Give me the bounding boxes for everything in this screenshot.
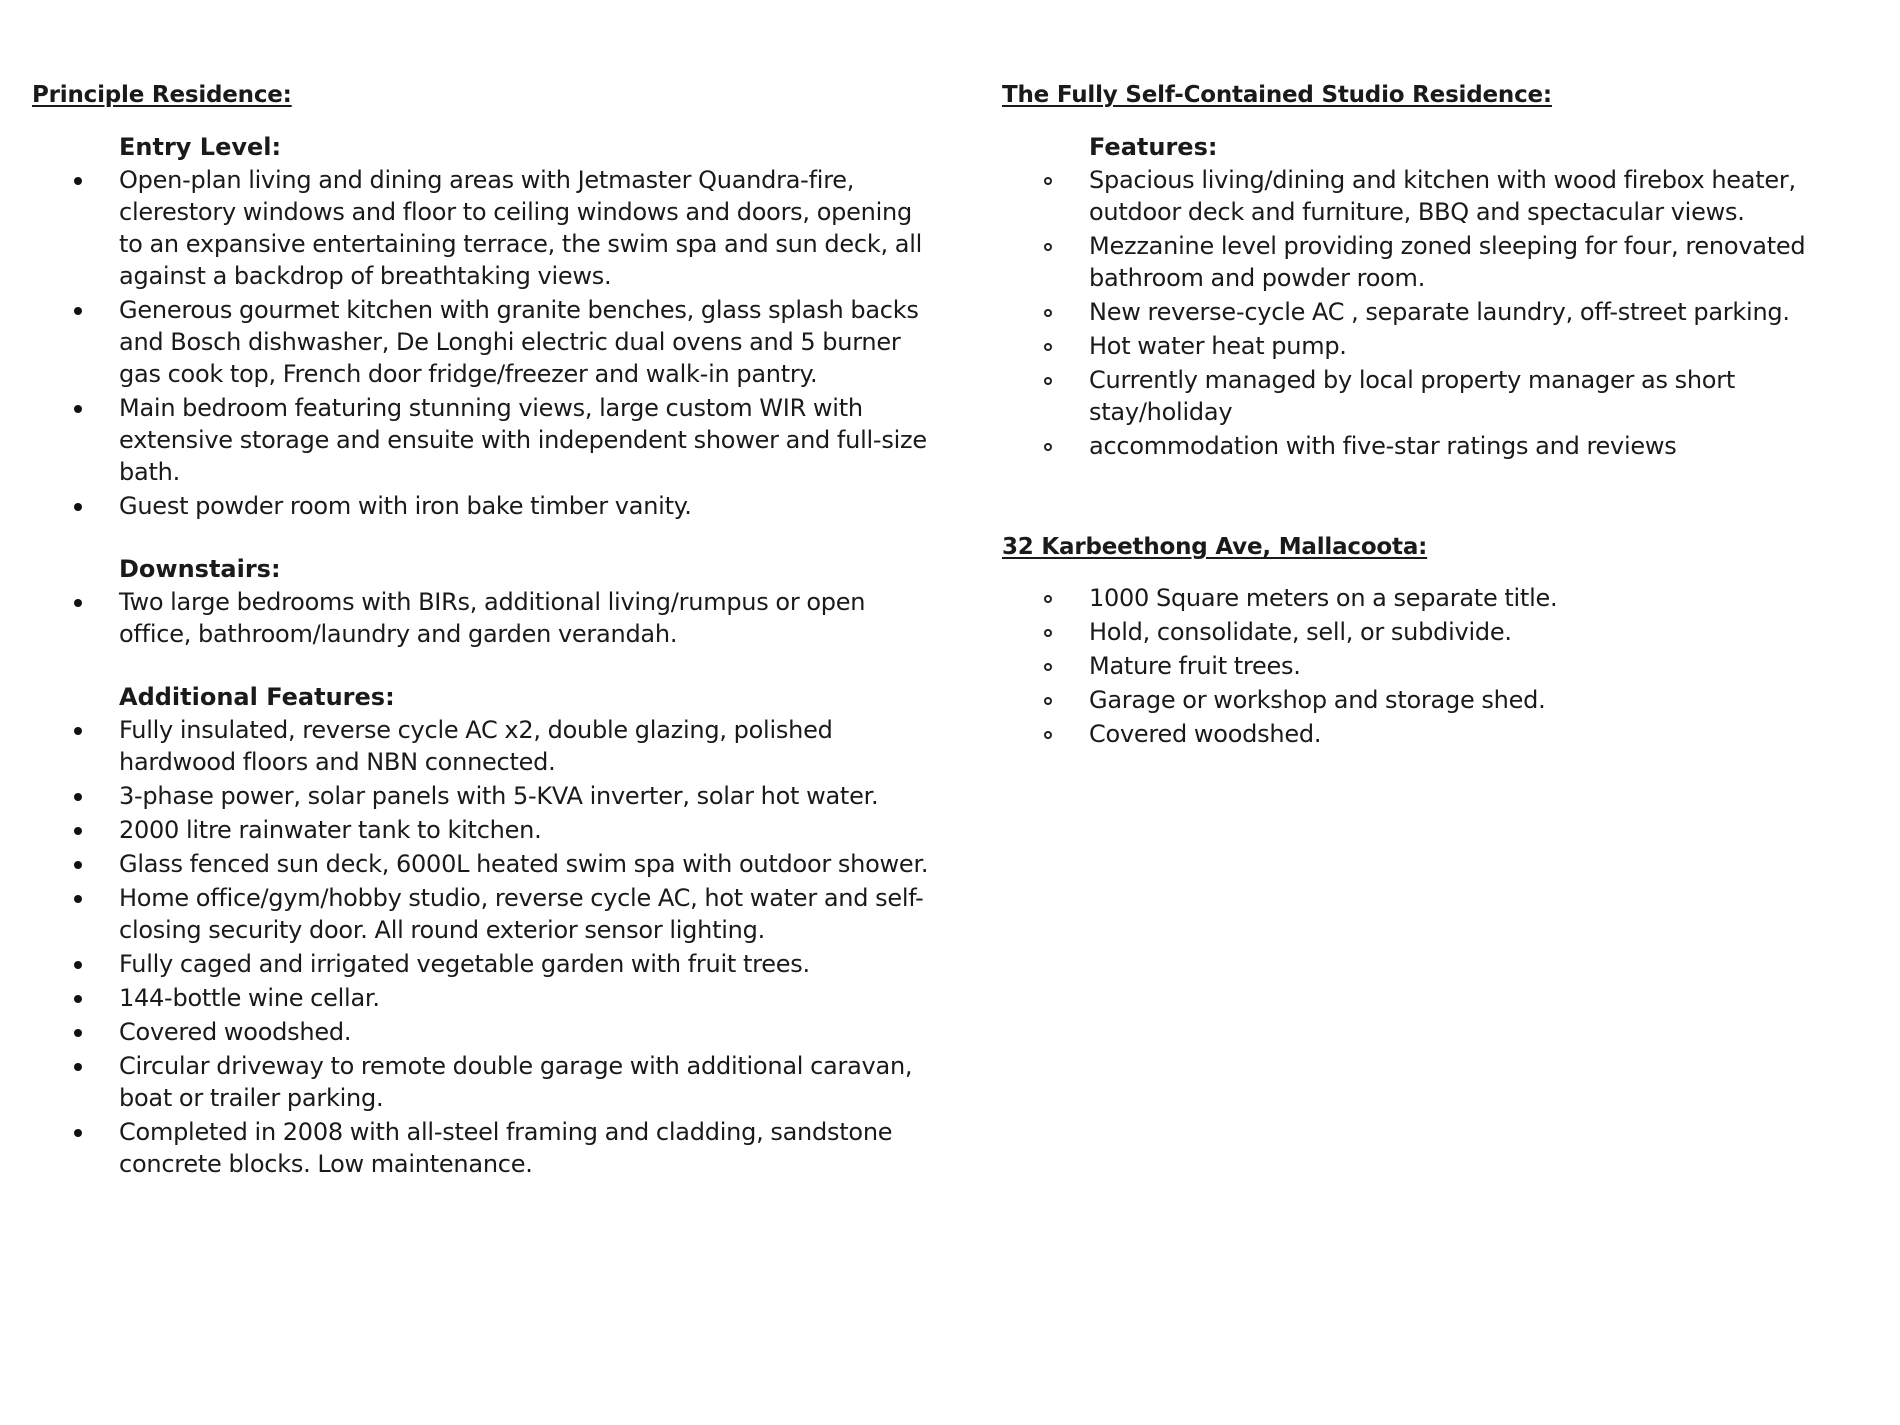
list-item-text: Glass fenced sun deck, 6000L heated swim spa with outdoor shower. bbox=[119, 850, 929, 878]
entry-level-heading: Entry Level: bbox=[119, 133, 282, 161]
bullet-icon bbox=[1044, 309, 1052, 317]
bullet-icon bbox=[74, 861, 82, 869]
list-item-text: Covered woodshed. bbox=[1089, 720, 1322, 748]
list-item bbox=[32, 586, 932, 650]
list-item bbox=[32, 814, 932, 846]
list-item bbox=[1002, 616, 1882, 648]
list-item-text: 144-bottle wine cellar. bbox=[119, 984, 380, 1012]
additional-features-heading: Additional Features: bbox=[119, 683, 395, 711]
bullet-icon bbox=[74, 1129, 82, 1137]
list-item-text: Currently managed by local property manager as short stay/holiday bbox=[1089, 366, 1736, 426]
list-item bbox=[1002, 684, 1882, 716]
list-item bbox=[1002, 364, 1882, 428]
list-item-text: Hold, consolidate, sell, or subdivide. bbox=[1089, 618, 1512, 646]
list-item bbox=[32, 164, 932, 292]
bullet-icon bbox=[1044, 343, 1052, 351]
list-item-text: 2000 litre rainwater tank to kitchen. bbox=[119, 816, 542, 844]
list-item bbox=[1002, 650, 1882, 682]
bullet-icon bbox=[74, 995, 82, 1003]
list-item bbox=[32, 1050, 932, 1114]
bullet-icon bbox=[74, 307, 82, 315]
list-item-text: Mezzanine level providing zoned sleeping for four, renovated bathroom and powder room. bbox=[1089, 232, 1806, 292]
bullet-icon bbox=[74, 1063, 82, 1071]
bullet-icon bbox=[1044, 629, 1052, 637]
list-item bbox=[32, 1116, 932, 1180]
principle-residence-column bbox=[32, 78, 932, 1182]
bullet-icon bbox=[74, 727, 82, 735]
downstairs-list bbox=[32, 586, 932, 650]
list-item bbox=[32, 882, 932, 946]
list-item-text: Generous gourmet kitchen with granite benches, glass splash backs and Bosch dishwasher, De Longhi electric dual ovens and 5 burner gas cook top, French door fridge/freezer and walk-in pantry. bbox=[119, 296, 919, 388]
list-item-text: 3-phase power, solar panels with 5-KVA inverter, solar hot water. bbox=[119, 782, 879, 810]
bullet-icon bbox=[74, 177, 82, 185]
list-item-text: Home office/gym/hobby studio, reverse cycle AC, hot water and self-closing security door. All round exterior sensor lighting. bbox=[119, 884, 924, 944]
bullet-icon bbox=[1044, 663, 1052, 671]
list-item bbox=[1002, 296, 1882, 328]
list-item-text: accommodation with five-star ratings and reviews bbox=[1089, 432, 1677, 460]
list-item bbox=[32, 294, 932, 390]
bullet-icon bbox=[74, 793, 82, 801]
list-item bbox=[32, 780, 932, 812]
list-item-text: Spacious living/dining and kitchen with wood firebox heater, outdoor deck and furniture, BBQ and spectacular views. bbox=[1089, 166, 1796, 226]
entry-level-list bbox=[32, 164, 932, 522]
bullet-icon bbox=[74, 827, 82, 835]
bullet-icon bbox=[1044, 377, 1052, 385]
list-item bbox=[32, 848, 932, 880]
bullet-icon bbox=[74, 503, 82, 511]
list-item bbox=[1002, 164, 1882, 228]
list-item bbox=[32, 392, 932, 488]
list-item bbox=[1002, 330, 1882, 362]
list-item-text: New reverse-cycle AC , separate laundry, off-street parking. bbox=[1089, 298, 1790, 326]
additional-features-list bbox=[32, 714, 932, 1180]
list-item bbox=[1002, 230, 1882, 294]
list-item-text: Fully insulated, reverse cycle AC x2, double glazing, polished hardwood floors and NBN connected. bbox=[119, 716, 833, 776]
list-item bbox=[32, 948, 932, 980]
list-item-text: Fully caged and irrigated vegetable garden with fruit trees. bbox=[119, 950, 810, 978]
list-item bbox=[32, 1016, 932, 1048]
principle-residence-heading: Principle Residence: bbox=[32, 82, 292, 108]
bullet-icon bbox=[1044, 697, 1052, 705]
list-item-text: Main bedroom featuring stunning views, large custom WIR with extensive storage and ensuite with independent shower and full-size bath. bbox=[119, 394, 927, 486]
bullet-icon bbox=[1044, 595, 1052, 603]
list-item bbox=[1002, 430, 1882, 462]
bullet-icon bbox=[1044, 731, 1052, 739]
bullet-icon bbox=[74, 895, 82, 903]
list-item-text: Garage or workshop and storage shed. bbox=[1089, 686, 1546, 714]
list-item-text: 1000 Square meters on a separate title. bbox=[1089, 584, 1558, 612]
list-item bbox=[32, 982, 932, 1014]
studio-features-list bbox=[1002, 164, 1882, 462]
studio-residence-heading: The Fully Self-Contained Studio Residence: bbox=[1002, 82, 1552, 108]
list-item bbox=[1002, 718, 1882, 750]
list-item-text: Open-plan living and dining areas with Jetmaster Quandra-fire, clerestory windows and floor to ceiling windows and doors, opening to an expansive entertaining terrace, the swim spa and sun deck, all against a backdrop of breathtaking views. bbox=[119, 166, 923, 290]
list-item bbox=[32, 714, 932, 778]
bullet-icon bbox=[74, 405, 82, 413]
list-item bbox=[1002, 582, 1882, 614]
address-features-list bbox=[1002, 582, 1882, 750]
downstairs-heading: Downstairs: bbox=[119, 555, 281, 583]
address-heading: 32 Karbeethong Ave, Mallacoota: bbox=[1002, 534, 1428, 560]
bullet-icon bbox=[74, 599, 82, 607]
list-item-text: Covered woodshed. bbox=[119, 1018, 352, 1046]
studio-residence-column bbox=[1002, 78, 1882, 752]
bullet-icon bbox=[74, 1029, 82, 1037]
studio-features-heading: Features: bbox=[1089, 133, 1218, 161]
bullet-icon bbox=[1044, 177, 1052, 185]
list-item-text: Circular driveway to remote double garage with additional caravan, boat or trailer parking. bbox=[119, 1052, 913, 1112]
bullet-icon bbox=[1044, 243, 1052, 251]
list-item-text: Hot water heat pump. bbox=[1089, 332, 1347, 360]
bullet-icon bbox=[1044, 443, 1052, 451]
list-item-text: Two large bedrooms with BIRs, additional living/rumpus or open office, bathroom/laundry and garden verandah. bbox=[119, 588, 866, 648]
list-item bbox=[32, 490, 932, 522]
list-item-text: Completed in 2008 with all-steel framing and cladding, sandstone concrete blocks. Low maintenance. bbox=[119, 1118, 893, 1178]
list-item-text: Guest powder room with iron bake timber vanity. bbox=[119, 492, 692, 520]
bullet-icon bbox=[74, 961, 82, 969]
list-item-text: Mature fruit trees. bbox=[1089, 652, 1301, 680]
